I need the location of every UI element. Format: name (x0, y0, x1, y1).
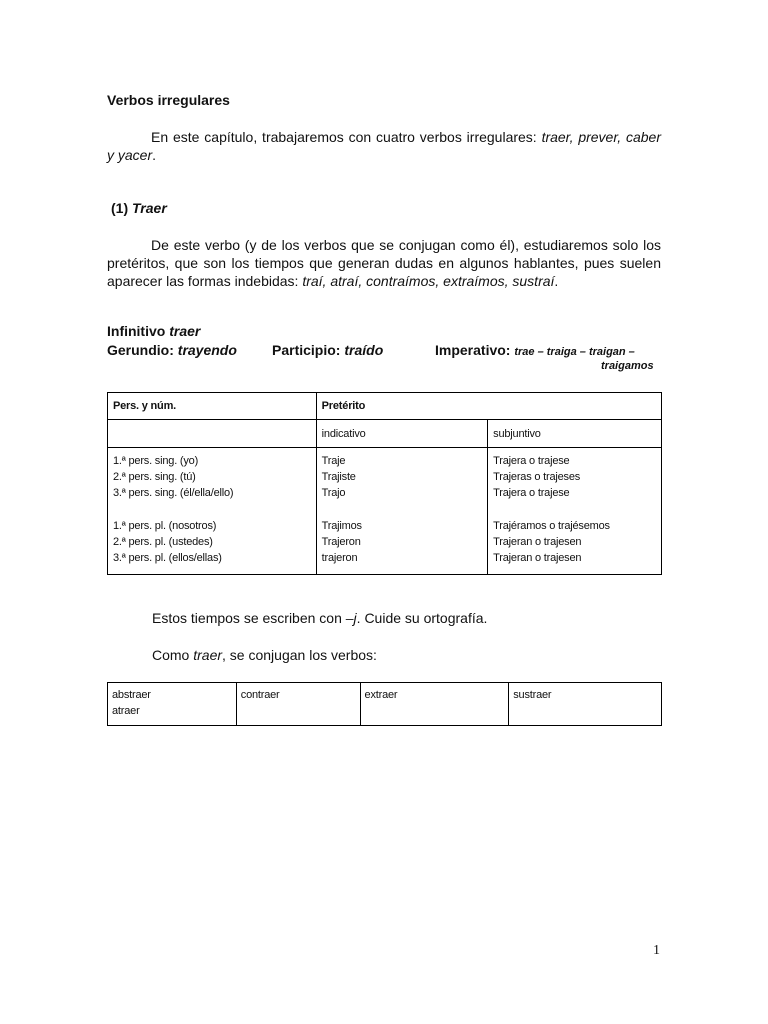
subjuntivo-4: Trajéramos o trajésemos (493, 520, 610, 532)
similar-verbs-table (107, 682, 662, 726)
page-number: 1 (653, 943, 660, 958)
gerundio-line (107, 342, 237, 358)
gerundio-value: trayendo (177, 342, 237, 358)
intro-text: En este capítulo, trabajaremos con cuatro verbos irregulares: (151, 129, 542, 145)
infinitivo-line (107, 323, 200, 339)
imperativo-value-2: traigamos (601, 360, 654, 372)
section-title (111, 200, 167, 216)
subjuntivo-2: Trajeras o trajeses (493, 471, 581, 483)
incorrect-forms: traí, atraí, contraímos, extraímos, sustraí (302, 273, 555, 289)
verb-extraer: extraer (364, 689, 398, 701)
conjugation-table (107, 392, 662, 575)
subjuntivo-5: Trajeran o trajesen (493, 536, 582, 548)
person-2: 2.ª pers. sing. (tú) (113, 471, 196, 483)
verb-sustraer: sustraer (513, 689, 552, 701)
person-1: 1.ª pers. sing. (yo) (113, 455, 199, 467)
spelling-note-end: . Cuide su ortografía. (356, 610, 488, 626)
verb-cell-4 (509, 683, 662, 726)
persons-cell (108, 448, 317, 575)
header-tense: Pretérito (316, 393, 661, 420)
subheader-empty (108, 420, 317, 448)
section-number: (1) (111, 200, 132, 216)
indicativo-4: Trajimos (321, 520, 362, 532)
spelling-note (152, 610, 487, 626)
table-row (108, 683, 662, 726)
similar-verbs-note (152, 647, 377, 663)
person-4: 1.ª pers. pl. (nosotros) (113, 520, 217, 532)
subjuntivo-3: Trajera o trajese (493, 487, 570, 499)
indicativo-2: Trajiste (321, 471, 356, 483)
verb-cell-1 (108, 683, 237, 726)
person-5: 2.ª pers. pl. (ustedes) (113, 536, 213, 548)
verb-contraer: contraer (240, 689, 280, 701)
section-period: . (554, 273, 559, 289)
participio-line (272, 342, 383, 358)
page-heading: Verbos irregulares (107, 92, 230, 108)
participio-label: Participio: (272, 342, 345, 358)
subjuntivo-1: Trajera o trajese (493, 455, 570, 467)
subjuntivo-6: Trajeran o trajesen (493, 552, 582, 564)
section-name: Traer (132, 200, 167, 216)
indicativo-1: Traje (321, 455, 346, 467)
table-subheader-row (108, 420, 662, 448)
verb-atraer: atraer (112, 705, 140, 717)
subheader-subjuntivo: subjuntivo (488, 420, 662, 448)
header-person: Pers. y núm. (108, 393, 317, 420)
infinitivo-value: traer (169, 323, 201, 339)
subjuntivo-cell (488, 448, 662, 575)
verb-abstraer: abstraer (112, 689, 151, 701)
similar-note-end: , se conjugan los verbos: (222, 647, 377, 663)
section-paragraph (107, 236, 661, 290)
participio-value: traído (344, 342, 384, 358)
imperativo-label: Imperativo: (435, 342, 515, 358)
indicativo-5: Trajeron (321, 536, 361, 548)
verb-cell-2 (236, 683, 360, 726)
indicativo-3: Trajo (321, 487, 346, 499)
spelling-note-letter: –j (345, 610, 357, 626)
similar-note-verb: traer (193, 647, 223, 663)
intro-paragraph (107, 128, 661, 164)
indicativo-6: trajeron (321, 552, 358, 564)
person-3: 3.ª pers. sing. (él/ella/ello) (113, 487, 234, 499)
verb-cell-3 (360, 683, 509, 726)
imperativo-line (435, 342, 635, 358)
section-text: De este verbo (y de los verbos que se conjugan como él), estudiaremos solo los pretéritos, que son los tiempos que generan dudas en algunos hablantes, pues suelen aparecer las formas indebidas: (107, 237, 661, 289)
intro-verbs: traer, prever, caber y yacer (107, 129, 661, 163)
gerundio-label: Gerundio: (107, 342, 178, 358)
spelling-note-text: Estos tiempos se escriben con (152, 610, 346, 626)
imperativo-value-1: trae – traiga – traigan – (514, 346, 635, 358)
table-row (108, 448, 662, 575)
similar-note-text: Como (152, 647, 194, 663)
person-6: 3.ª pers. pl. (ellos/ellas) (113, 552, 222, 564)
table-header-row (108, 393, 662, 420)
infinitivo-label: Infinitivo (107, 323, 170, 339)
intro-period: . (152, 147, 157, 163)
indicativo-cell (316, 448, 488, 575)
subheader-indicativo: indicativo (316, 420, 488, 448)
